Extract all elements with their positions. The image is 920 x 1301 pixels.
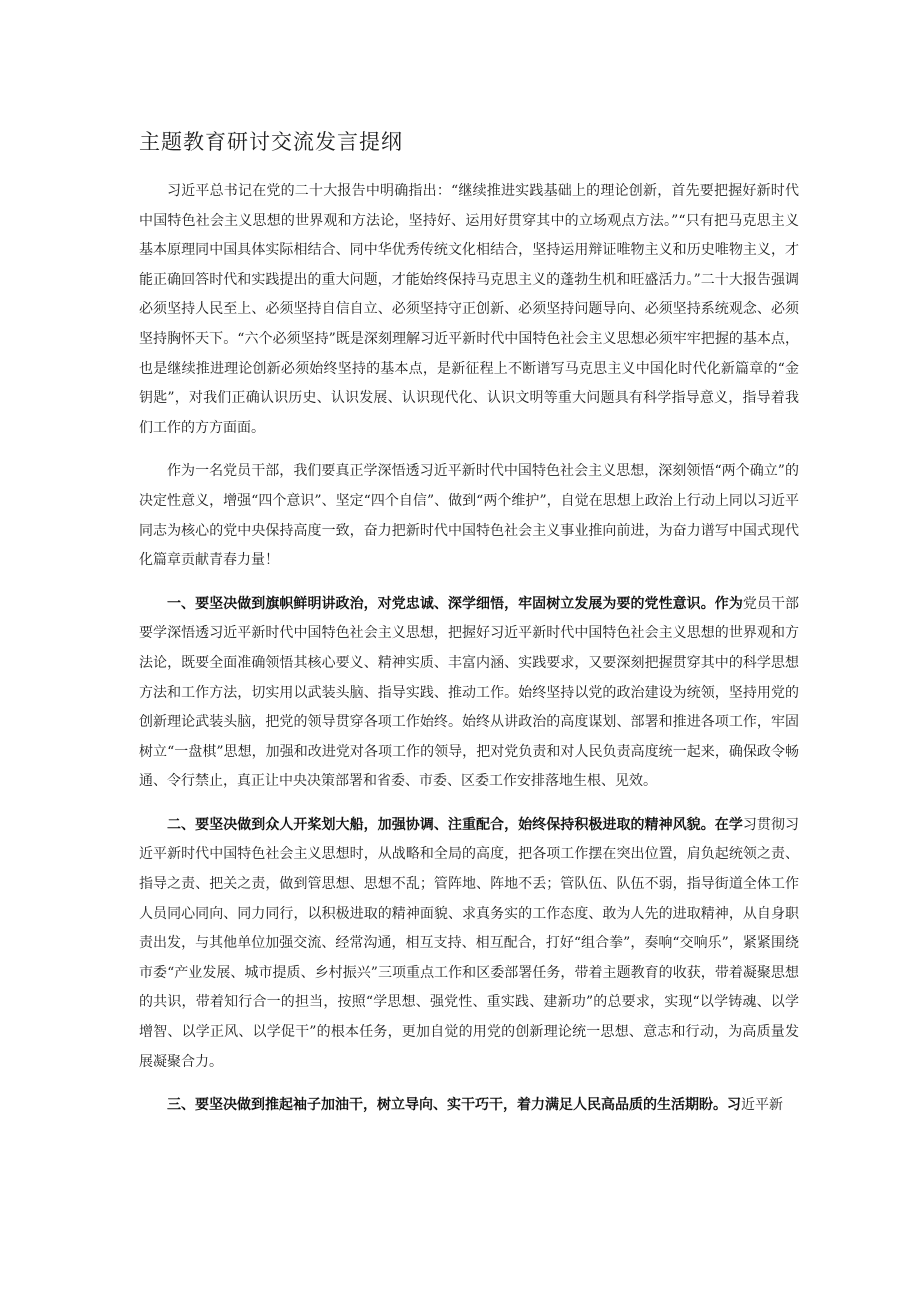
point-heading: 三、要坚决做到推起袖子加油干，树立导向、实干巧干，着力满足人民高品质的生活期盼。习 bbox=[167, 1097, 741, 1114]
point-heading: 一、要坚决做到旗帜鲜明讲政治，对党忠诚、深学细悟，牢固树立发展为要的党性意识。作为 bbox=[167, 595, 743, 612]
paragraph-commitment bbox=[139, 457, 799, 575]
paragraph-text: 党员干部要学深悟透习近平新时代中国特色社会主义思想，把握好习近平新时代中国特色社会主义思想的世界观和方法论，既要全面准确领悟其核心要义、精神实质、丰富内涵、实践要求，又要深刻把握贯穿其中的科学思想方法和工作方法，切实用以武装头脑、指导实践、推动工作。始终坚持以党的政治建设为统领，坚持用党的创新理论武装头脑，把党的领导贯穿各项工作始终。始终从讲政治的高度谋划、部署和推进各项工作，牢固树立“一盘棋”思想，加强和改进党对各项工作的领导，把对党负责和对人民负责高度统一起来，确保政令畅通、令行禁止，真正让中央决策部署和省委、市委、区委工作安排落地生根、见效。 bbox=[139, 595, 800, 790]
paragraph-point-three bbox=[139, 1091, 799, 1121]
paragraph-text: 近平新 bbox=[741, 1097, 783, 1114]
paragraph-point-two bbox=[139, 811, 799, 1077]
paragraph-point-one bbox=[139, 590, 799, 797]
paragraph-text: 习近平总书记在党的二十大报告中明确指出：“继续推进实践基础上的理论创新，首先要把握好新时代中国特色社会主义思想的世界观和方法论，坚持好、运用好贯穿其中的立场观点方法。”“只有把马克思主义基本原理同中国具体实际相结合、同中华优秀传统文化相结合，坚持运用辩证唯物主义和历史唯物主义，才能正确回答时代和实践提出的重大问题，才能始终保持马克思主义的蓬勃生机和旺盛活力。”二十大报告强调必须坚持人民至上、必须坚持自信自立、必须坚持守正创新、必须坚持问题导向、必须坚持系统观念、必须坚持胸怀天下。“六个必须坚持”既是深刻理解习近平新时代中国特色社会主义思想必须牢牢把握的基本点，也是继续推进理论创新必须始终坚持的基本点，是新征程上不断谱写马克思主义中国化时代化新篇章的“金钥匙”，对我们正确认识历史、认识发展、认识现代化、认识文明等重大问题具有科学指导意义，指导着我们工作的方方面面。 bbox=[139, 183, 799, 436]
document-page bbox=[139, 124, 799, 1135]
paragraph-text: 习贯彻习近平新时代中国特色社会主义思想时，从战略和全局的高度，把各项工作摆在突出位置，肩负起统领之责、指导之责、把关之责，做到管思想、思想不乱；管阵地、阵地不丢；管队伍、队伍不弱，指导街道全体工作人员同心同向、同力同行，以积极进取的精神面貌、求真务实的工作态度、敢为人先的进取精神，从自身职责出发，与其他单位加强交流、经常沟通，相互支持、相互配合，打好“组合拳”，奏响“交响乐”，紧紧围绕市委“产业发展、城市提质、乡村振兴”三项重点工作和区委部署任务，带着主题教育的收获，带着凝聚思想的共识，带着知行合一的担当，按照“学思想、强党性、重实践、建新功”的总要求，实现“以学铸魂、以学增智、以学正风、以学促干”的根本任务，更加自觉的用党的创新理论统一思想、意志和行动，为高质量发展凝聚合力。 bbox=[139, 816, 800, 1070]
document-title: 主题教育研讨交流发言提纲 bbox=[139, 130, 403, 154]
paragraph-intro bbox=[139, 177, 799, 443]
paragraph-text: 作为一名党员干部，我们要真正学深悟透习近平新时代中国特色社会主义思想，深刻领悟“两个确立”的决定性意义，增强“四个意识”、坚定“四个自信”、做到“两个维护”，自觉在思想上政治上行动上同以习近平同志为核心的党中央保持高度一致，奋力把新时代中国特色社会主义事业推向前进，为奋力谱写中国式现代化篇章贡献青春力量！ bbox=[139, 463, 799, 569]
point-heading: 二、要坚决做到众人开桨划大船，加强协调、注重配合，始终保持积极进取的精神风貌。在学 bbox=[167, 816, 743, 833]
